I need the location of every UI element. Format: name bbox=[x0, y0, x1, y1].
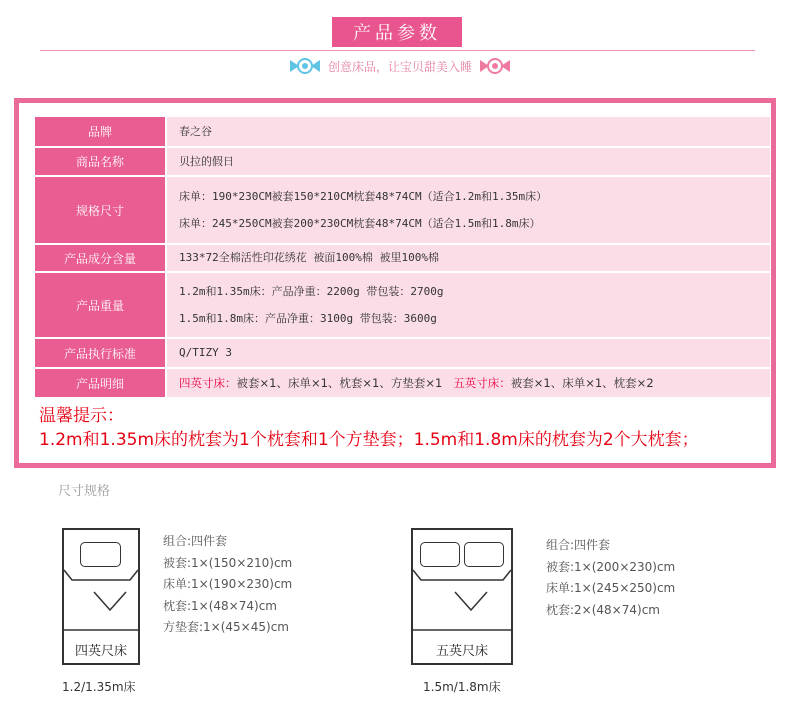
spec-row-detail bbox=[35, 369, 770, 397]
spec-value bbox=[167, 245, 770, 271]
five-inch-text: 被套×1、床单×1、枕套×2 bbox=[510, 376, 654, 390]
spec-value bbox=[167, 148, 770, 175]
bed-spec-item: 枕套:2×(48×74)cm bbox=[546, 602, 660, 617]
bed-name: 四英尺床 bbox=[74, 644, 127, 659]
spec-row-brand bbox=[35, 117, 770, 146]
spec-value bbox=[167, 273, 770, 337]
spec-value-line: 1.5m和1.8m床：产品净重：3100g 带包装：3600g bbox=[179, 311, 437, 325]
spec-value-line: 床单：245*250CM被套200*230CM枕套48*74CM（适合1.5m和1.8m床） bbox=[179, 216, 541, 230]
spec-row-standard bbox=[35, 339, 770, 367]
bed-spec-list bbox=[163, 531, 292, 639]
spec-row-size bbox=[35, 177, 770, 243]
bed-spec-item: 组合:四件套 bbox=[163, 534, 228, 548]
four-inch-label: 四英寸床： bbox=[179, 376, 237, 390]
spec-label: 产品明细 bbox=[35, 369, 165, 397]
spec-frame bbox=[14, 98, 776, 468]
candy-icon bbox=[480, 58, 510, 74]
bed-diagram-four bbox=[62, 528, 140, 665]
spec-table bbox=[35, 117, 770, 399]
spec-label: 产品重量 bbox=[35, 273, 165, 337]
spec-label: 商品名称 bbox=[35, 148, 165, 175]
spec-row-weight bbox=[35, 273, 770, 337]
section-title: 产品参数 bbox=[332, 17, 462, 47]
spec-value bbox=[167, 339, 770, 367]
slogan-text: 创意床品，让宝贝甜美入睡 bbox=[327, 59, 472, 74]
bed-spec-list bbox=[546, 535, 675, 621]
bed-spec-item: 方垫套:1×(45×45)cm bbox=[163, 620, 289, 634]
spec-value-line: 1.2m和1.35m床：产品净重：2200g 带包装：2700g bbox=[179, 284, 444, 298]
candy-icon bbox=[290, 58, 320, 74]
spec-row-product-name bbox=[35, 148, 770, 175]
tip-text: 1.2m和1.35m床的枕套为1个枕套和1个方垫套；1.5m和1.8m床的枕套为2个大枕套； bbox=[39, 430, 699, 450]
bed-spec-item: 被套:1×(200×230)cm bbox=[546, 559, 676, 574]
spec-value bbox=[167, 117, 770, 146]
bed-size-caption: 1.5m/1.8m床 bbox=[423, 680, 501, 694]
spec-label: 品牌 bbox=[35, 117, 165, 146]
spec-label: 产品成分含量 bbox=[35, 245, 165, 271]
spec-value bbox=[167, 177, 770, 243]
spec-value-line: 133*72全棉活性印花绣花 被面100%棉 被里100%棉 bbox=[179, 251, 439, 264]
spec-value-line: 贝拉的假日 bbox=[179, 154, 234, 168]
bed-spec-item: 组合:四件套 bbox=[546, 538, 611, 552]
spec-label: 规格尺寸 bbox=[35, 177, 165, 243]
tip-title: 温馨提示： bbox=[39, 406, 124, 426]
spec-value-line: 床单：190*230CM被套150*210CM枕套48*74CM（适合1.2m和1.35m床） bbox=[179, 189, 548, 203]
spec-value bbox=[167, 369, 770, 397]
slogan-row bbox=[260, 55, 540, 77]
bed-size-caption: 1.2/1.35m床 bbox=[62, 680, 136, 694]
bed-spec-item: 被套:1×(150×210)cm bbox=[163, 555, 293, 570]
bed-spec-item: 床单:1×(190×230)cm bbox=[163, 577, 293, 591]
bed-diagram-five bbox=[411, 528, 513, 665]
spec-label: 产品执行标准 bbox=[35, 339, 165, 367]
four-inch-text: 被套×1、床单×1、枕套×1、方垫套×1 bbox=[236, 376, 443, 390]
spec-value-line bbox=[179, 376, 770, 390]
five-inch-label: 五英寸床： bbox=[453, 376, 511, 390]
spec-row-material bbox=[35, 245, 770, 271]
bed-name: 五英尺床 bbox=[435, 644, 488, 659]
spec-value-line: Q/TIZY 3 bbox=[179, 346, 232, 359]
spec-value-line: 春之谷 bbox=[179, 124, 212, 138]
bed-spec-item: 床单:1×(245×250)cm bbox=[546, 581, 676, 595]
divider bbox=[40, 50, 755, 51]
size-heading: 尺寸规格 bbox=[58, 484, 111, 499]
bed-spec-item: 枕套:1×(48×74)cm bbox=[163, 598, 277, 613]
